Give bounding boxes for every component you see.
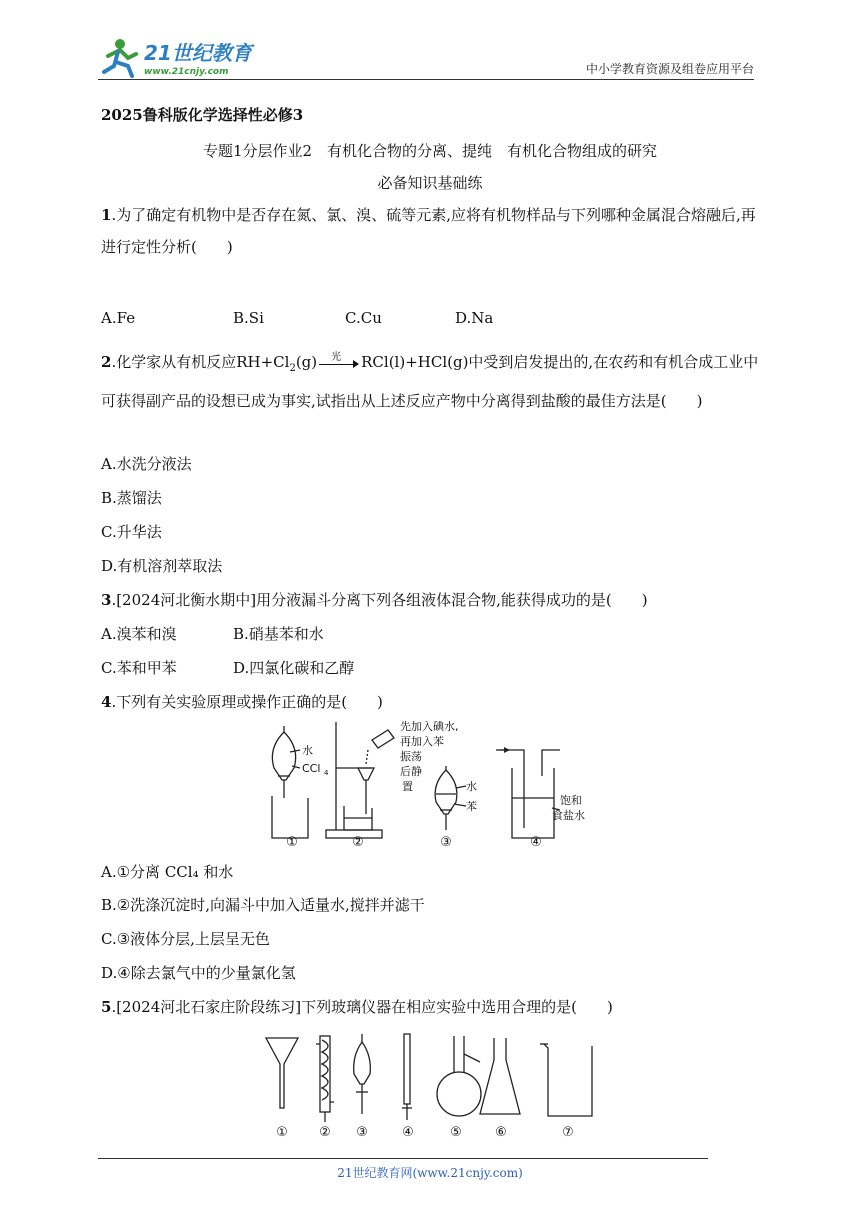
question-number: 4 — [101, 693, 112, 711]
document-title: 2025鲁科版化学选择性必修3 — [101, 106, 304, 124]
section-heading: 必备知识基础练 — [377, 174, 483, 192]
marker-1: ① — [276, 1125, 288, 1140]
label-ccl: CCl — [302, 762, 321, 775]
marker-2: ② — [352, 835, 364, 850]
label-step-3: 振荡 — [400, 750, 422, 763]
question-text-post: RCl(l)+HCl(g)中受到启发提出的,在农药和有机合成工业中可获得副产品的设想已成为事实,试指出从上述反应产物中分离得到盐酸的最佳方法是( ) — [101, 353, 759, 410]
header-platform-text: 中小学教育资源及组卷应用平台 — [585, 62, 754, 76]
marker-4: ④ — [530, 835, 542, 850]
logo-url-text: www.21cnjy.com — [144, 67, 229, 77]
option-a: A.溴苯和溴 — [101, 625, 177, 643]
logo-main-text: 21世纪教育 — [144, 41, 252, 65]
option-c: C.Cu — [345, 309, 382, 327]
option-b: B.硝基苯和水 — [233, 625, 324, 643]
question-number: 5 — [101, 998, 112, 1016]
option-d: D.四氯化碳和乙醇 — [233, 659, 355, 677]
question-text: .[2024河北石家庄阶段练习]下列玻璃仪器在相应实验中选用合理的是( ) — [111, 998, 613, 1016]
subscript: 2 — [289, 363, 296, 374]
label-benzene: 苯 — [466, 800, 477, 813]
marker-2: ② — [319, 1125, 331, 1140]
document-subtitle: 专题1分层作业2 有机化合物的分离、提纯 有机化合物组成的研究 — [202, 142, 658, 160]
question-5-figure — [258, 1030, 598, 1140]
option-c: C.苯和甲苯 — [101, 659, 177, 677]
label-brine: 食盐水 — [552, 809, 585, 822]
question-4-option-c: C.③液体分层,上层呈无色 — [101, 930, 270, 948]
question-4-option-b: B.②洗涤沉淀时,向漏斗中加入适量水,搅拌并滤干 — [101, 896, 425, 914]
header-divider — [98, 79, 754, 80]
question-4-figure — [260, 718, 600, 854]
question-3-options-row2 — [101, 652, 761, 684]
question-3-options-row1 — [101, 618, 761, 650]
question-4 — [101, 686, 761, 718]
question-2-option-d: D.有机溶剂萃取法 — [101, 557, 223, 575]
marker-1: ① — [286, 835, 298, 850]
question-2-option-b: B.蒸馏法 — [101, 489, 162, 507]
label-water-3: 水 — [466, 780, 477, 793]
question-1-options — [101, 302, 761, 334]
footer-text[interactable]: 21世纪教育网(www.21cnjy.com) — [337, 1166, 523, 1180]
marker-7: ⑦ — [562, 1125, 574, 1140]
marker-6: ⑥ — [495, 1125, 507, 1140]
reaction-arrow — [317, 352, 361, 370]
site-logo — [98, 36, 258, 80]
question-2-option-c: C.升华法 — [101, 523, 162, 541]
marker-3: ③ — [356, 1125, 368, 1140]
glassware-diagram-5 — [258, 1030, 598, 1140]
question-number: 3 — [101, 591, 112, 609]
question-text: .[2024河北衡水期中]用分液漏斗分离下列各组液体混合物,能获得成功的是( ) — [111, 591, 648, 609]
label-ccl-subscript: 4 — [324, 769, 329, 777]
marker-3: ③ — [440, 835, 452, 850]
label-step-4: 后静 — [400, 765, 422, 778]
arrow-label: 光 — [331, 352, 342, 363]
question-text: .下列有关实验原理或操作正确的是( ) — [111, 693, 383, 711]
footer-divider — [98, 1158, 708, 1159]
question-5 — [101, 991, 761, 1023]
runner-icon — [104, 39, 136, 76]
apparatus-diagram-4 — [260, 718, 600, 854]
question-number: 2 — [101, 353, 112, 371]
question-2 — [101, 346, 761, 417]
question-3 — [101, 584, 761, 616]
option-d: D.Na — [455, 309, 494, 327]
label-step-1: 先加入碘水, — [400, 720, 459, 733]
label-saturated: 饱和 — [560, 794, 582, 807]
label-step-5: 置 — [402, 780, 413, 793]
question-4-option-d: D.④除去氯气中的少量氯化氢 — [101, 964, 296, 982]
question-1 — [101, 199, 761, 263]
marker-5: ⑤ — [450, 1125, 462, 1140]
question-text-pre: .化学家从有机反应RH+Cl — [111, 353, 290, 371]
option-b: B.Si — [233, 309, 264, 327]
marker-4: ④ — [402, 1125, 414, 1140]
question-text: .为了确定有机物中是否存在氮、氯、溴、硫等元素,应将有机物样品与下列哪种金属混合熔融后,再进行定性分析( ) — [101, 206, 756, 256]
label-step-2: 再加入苯 — [400, 735, 444, 748]
label-water-1: 水 — [302, 744, 313, 757]
question-4-option-a: A.①分离 CCl₄ 和水 — [101, 863, 234, 881]
option-a: A.Fe — [101, 309, 136, 327]
question-2-option-a: A.水洗分液法 — [101, 455, 192, 473]
question-number: 1 — [101, 206, 112, 224]
question-text-mid: (g) — [295, 353, 318, 371]
